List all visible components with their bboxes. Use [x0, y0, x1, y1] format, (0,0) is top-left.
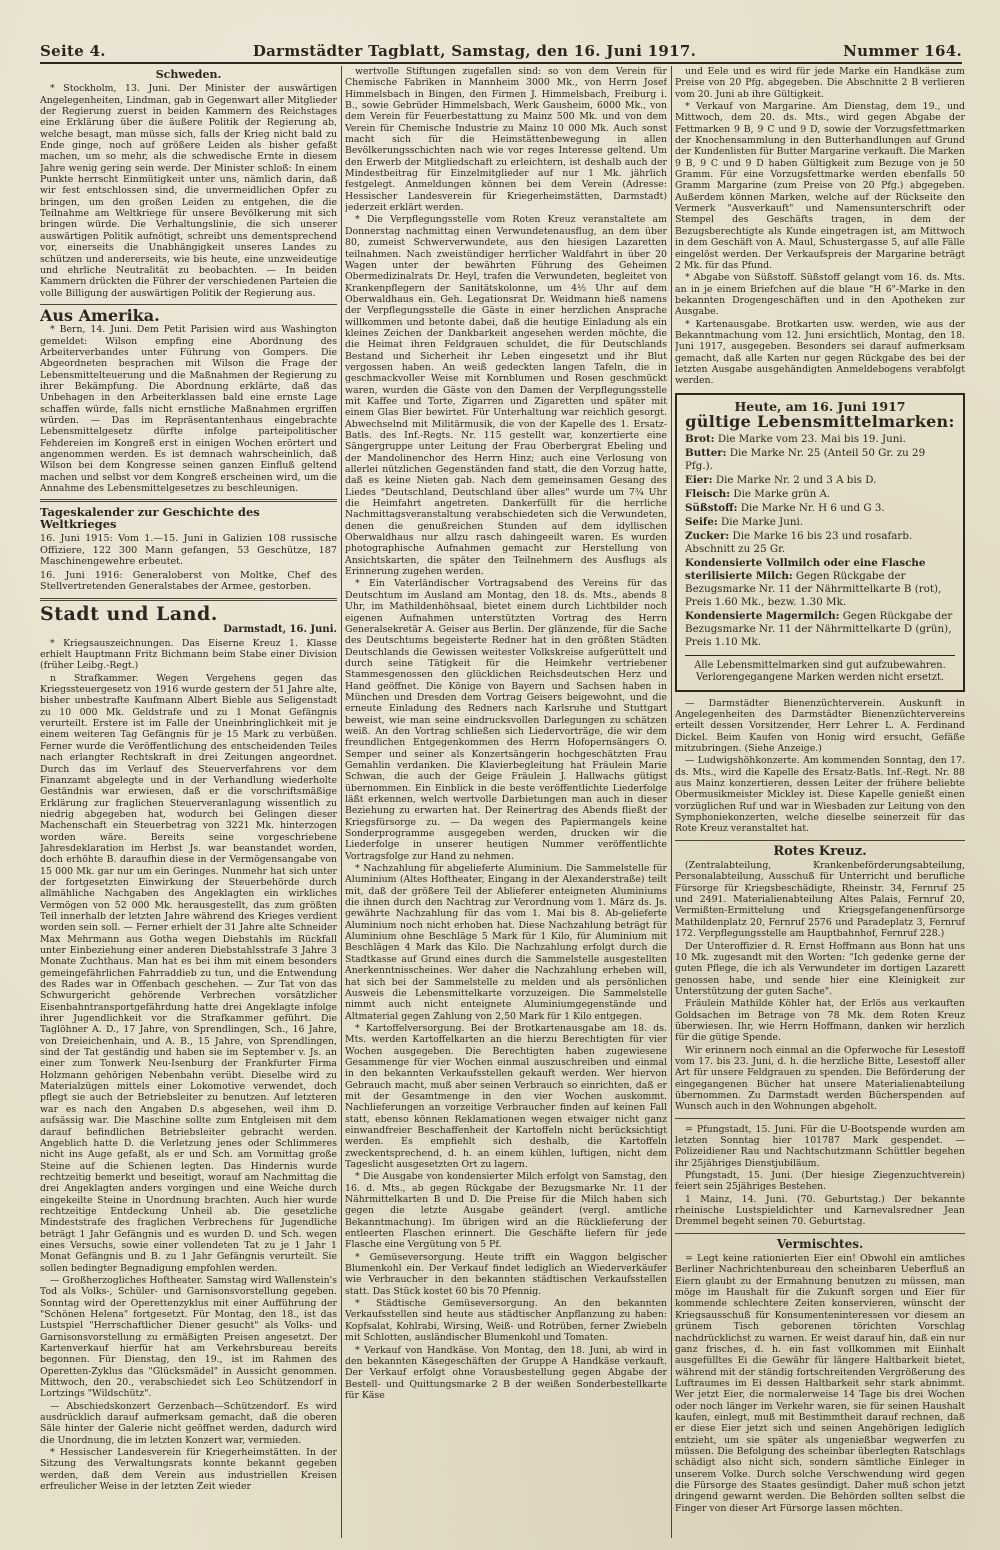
article-paragraph: n Strafkammer. Wegen Vergehens gegen das Kriegssteuergesetz von 1916 wurde gestern der 51 Jahre alte, bisher unbestrafte Kaufmann Albert Bieble aus Seligenstadt zu 10 000 Mk. Geldstrafe und zu 1 Monat Gefängnis verurteilt. Erstere ist im Falle der Uneinbringlichkeit mit je einem weiteren Tag Gefängnis für je 15 Mark zu verbüßen. Ferner wurde die Veröffentlichung des entscheidenden Teiles nach erlangter Rechtskraft in drei Zeitungen angeordnet. Durch das im Verlauf des Steuerverfahrens vor dem Finanzamt abgelegte und in der Verhandlung wiederholte Geständnis war erwiesen, daß er die vorschriftsmäßige Erklärung zur fraglichen Steuerveranlagung wissentlich zu niedrig abgegeben hat, wodurch bei Gelingen dieser Machenschaft ein Steuerbetrag von 3221 Mk. hinterzogen worden wäre. Bereits seine vorgeschriebene Jahresdeklaration im Herbst Js. war beanstandet worden, doch erhöhte B. daraufhin diese in der Vermögensangabe von 15 000 Mk. gar nur um ein Geringes. Nunmehr hat sich unter der fortgesetzten Einwirkung der Steuerbehörde durch allmähliche Nachgaben des Angeklagten ein wirkliches Vermögen von 52 000 Mk. herausgestellt, das zum größten Teil innerhalb der letzten Jahre während des Krieges verdient worden sein soll. — Ferner erhielt der 31 Jahre alte Schneider Max Mehrmann aus Gotha wegen Diebstahls im Rückfall unter Einbeziehung einer anderen Diebstahlsstrafe 3 Jahre 3 Monate Zuchthaus. Man hat es bei ihm mit einem besonders gemeingefährlichen Fahrraddieb zu tun, und die Entwendung des Rades war in Offenbach geschehen. — Zur Tat von das Schwurgericht gehörende Verbrechen vorsätzlicher Eisenbahntransportgefährdung hatte drei Angeklagte infolge ihrer Jugendlichkeit vor die Strafkammer geführt. Die Taglöhner A. D., 17 Jahre, von Sprendlingen, Sch., 16 Jahre, von Dreieichenhain, und A. B., 15 Jahre, von Sprendlingen, sind der Tat geständig und haben sie im September v. Js. an einer zum Tonwerk Neu-Isenburg der Frankfurter Firma Holzmann gehörigen Nebenbahn verübt. Dieselbe wird zu Materialzügen mittels einer Lokomotive verwendet, doch pflegt sie auch der Betriebsleiter zu benutzen. Auf letzteren war es nach den Angaben D.s abgesehen, weil ihm D. aufsässig war. Die Maschine sollte zum Entgleisen mit dem darauf befindlichen Betriebsleiter gebracht werden. Angeblich hatte D. die Verletzung jenes oder Schlimmeres nicht ins Auge gefaßt, als er und Sch. am Vormittag große Steine auf die Schienen legten. Das Hindernis wurde rechtzeitig bemerkt und beseitigt, worauf am Nachmittag die drei Angeklagten anders vorgingen und eine Weiche durch eingekeilte Steine in Unordnung brachten. Auch hier wurde rechtzeitige Entdeckung Unheil ab. Die gesetzliche Mindeststrafe des fraglichen Verbrechens für Jugendliche beträgt 1 Jahr Gefängnis und es wurden D. und Sch. wegen eines Versuchs, sowie einer vollendeten Tat zu je 1 Jahr 1 Monat Gefängnis und B. zu 1 Jahr Gefängnis verurteilt. Sie sollen bedingter Begnadigung empfohlen werden.	[40, 672, 337, 1274]
dateline: Darmstadt, 16. Juni.	[223, 624, 337, 636]
ration-text: Die Marke Nr. 2 und 3 A bis D.	[712, 473, 877, 486]
article-paragraph: * Kartenausgabe. Brotkarten usw. werden, wie aus der Bekanntmachung vom 12. Juni ersichtlich, Montag, den 18. Juni 1917, ausgegeben. Besonders sei darauf aufmerksam gemacht, daß alle Karten nur gegen Rückgabe des bei der letzten Ausgabe ausgehändigten Anmeldebogens verabfolgt werden.	[675, 318, 965, 387]
article-paragraph: * Ein Vaterländischer Vortragsabend des Vereins für das Deutschtum im Ausland am Montag, den 18. ds. Mts., abends 8 Uhr, im Mathildenhöhsaal, bietet einem durch Lichtbilder noch eigenen Aufnahmen unterstützten Vortrag des Herrn Generalsekretär A. Geiser aus Berlin. Der glänzende, für die Sache des Deutschtums begeisterte Redner hat in den größten Städten Deutschlands die Gewissen weitester Volkskreise aufgerüttelt und durch seine Tätigkeit für die Heimkehr vertriebener Stammesgenossen den glücklichen Reichsdeutschen Herz und Hand geöffnet. Die Könige von Bayern und Sachsen haben in München und Dresden dem Vortrag Geisers beigewohnt, und die erneute Einladung des Redners nach Karlsruhe und Stuttgart beweist, wie man seine eindrucksvollen Darlegungen zu schätzen weiß. An den Vortrag schließen sich Liedervorträge, die wir dem freundlichen Entgegenkommen des Herrn Hofopernsängers O. Semper und seiner als Konzertsängerin hochgeschätzten Frau Gemahlin verdanken. Die Klavierbegleitung hat Fräulein Marie Schwan, die auch der Geige Fräulein J. Hallwachs gütigst übernommen. Ein Einblick in die beste veröffentlichte Liederfolge läßt erkennen, welch wertvolle Darbietungen man auch in dieser Beziehung zu erwarten hat. Der Reinertrag des Abends fließt der Kriegsfürsorge zu. — Da wegen des Papiermangels keine Sonderprogramme ausgegeben werden, drucken wir die Liederfolge in unserer heutigen Nummer veröffentlichte Vortragsfolge zur Hand zu nehmen.	[345, 578, 667, 862]
article-paragraph: 1 Mainz, 14. Juni. (70. Geburtstag.) Der bekannte rheinische Lustspieldichter und Karnevalsredner Jean Dremmel begeht seinen 70. Geburtstag.	[675, 1193, 965, 1228]
divider	[40, 304, 337, 305]
divider	[675, 1118, 965, 1119]
article-paragraph: * Abgabe von Süßstoff. Süßstoff gelangt vom 16. ds. Mts. an in je einem Briefchen auf die blaue "H 6"-Marke in den bekannten Drogengeschäften und in den Apotheken zur Ausgabe.	[675, 272, 965, 318]
section-heading: Rotes Kreuz.	[773, 843, 867, 859]
article-paragraph: Wir erinnern noch einmal an die Opferwoche für Lesestoff vom 17. bis 23. Juni, d. h. die herzliche Bitte, Lesestoff aller Art für unsere Feldgrauen zu spenden. Die Beförderung der eingegangenen Bücher hat unsere Materialienabteilung übernommen. Zu Darmstadt werden Bücherspenden auf Wunsch auch in den Wohnungen abgeholt.	[675, 1044, 965, 1113]
ration-label: Seife:	[685, 515, 718, 528]
issue-number: Nummer 164.	[843, 42, 962, 60]
ration-row	[685, 488, 955, 501]
article-paragraph: * Hessischer Landesverein für Kriegerheimstätten. In der Sitzung des Verwaltungsrats konnte bekannt gegeben werden, daß dem Verein aus industriellen Kreisen erfreulicher Weise in der letzten Zeit wieder	[40, 1447, 337, 1493]
box-title-date: Heute, am 16. Juni 1917	[734, 398, 906, 414]
ration-row	[685, 516, 955, 529]
box-footer: Alle Lebensmittelmarken sind gut aufzubewahren. Verlorengegangene Marken werden nicht ersetzt.	[685, 655, 955, 684]
ration-label: Brot:	[685, 432, 715, 445]
article-paragraph: und Eele und es wird für jede Marke ein Handkäse zum Preise von 20 Pfg. abgegeben. Die Abschnitte 2 B verlieren vom 20. Juni ab ihre Gültigkeit.	[675, 66, 965, 100]
ration-text: Die Marke 16 bis 23 und rosafarb. Abschnitt zu 25 Gr.	[685, 529, 913, 555]
article-paragraph: * Verkauf von Handkäse. Von Montag, den 18. Juni, ab wird in den bekannten Käsegeschäften der Gruppe A Handkäse verkauft. Der Verkauf erfolgt ohne Vorausbestellung gegen Abgabe der Bestell- und Quittungsmarke 2 B der weißen Sonderbestellkarte für Käse	[345, 1344, 667, 1401]
article-paragraph: — Ludwigshöhkonzerte. Am kommenden Sonntag, den 17. ds. Mts., wird die Kapelle des Ersatz-Batls. Inf.-Regt. Nr. 88 aus Mainz konzertieren, dessen Leiter der frühere beliebte Obermusikmeister Mickley ist. Diese Kapelle genießt einen vorzüglichen Ruf und war in Wiesbaden zur Leitung von den Symphoniekonzerten, welche dieselbe seinerzeit für das Rote Kreuz veranstaltet hat.	[675, 755, 965, 835]
ration-text: Die Marke grün A.	[730, 487, 831, 500]
ration-row	[685, 474, 955, 487]
calendar-entry: 16. Juni 1915: Vom 1.—15. Juni in Galizien 108 russische Offiziere, 122 300 Mann gefangen, 53 Geschütze, 187 Maschinengewehre erbeutet.	[40, 533, 337, 568]
article-paragraph: * Bern, 14. Juni. Dem Petit Parisien wird aus Washington gemeldet: Wilson empfing eine Abordnung des Arbeiterverbandes unter Führung von Gompers. Die Abgeordneten besprachen mit Wilson die Frage der Lebensmittelteuerung und die Maßnahmen der Regierung zu ihrer Bekämpfung. Die Abordnung erklärte, daß das Unbehagen in den Arbeiterklassen bald eine ernste Lage schaffen würde, falls nicht ernstliche Maßnahmen ergriffen würden. — Das im Repräsentantenhaus eingebrachte Lebensmittelgesetz dürfte infolge parteipolitischer Fehdereien im Kongreß erst in einigen Wochen erörtert und angenommen werden. Es ist demnach wahrscheinlich, daß Wilson bei dem Kongresse seinen ganzen Einfluß geltend machen und selbst vor dem Kongreß erscheinen wird, um die Annahme des Lebensmittelgesetzes zu beschleunigen.	[40, 324, 337, 495]
ration-row	[685, 610, 955, 649]
divider	[40, 499, 337, 502]
article-paragraph: * Verkauf von Margarine. Am Dienstag, dem 19., und Mittwoch, dem 20. ds. Mts., wird gegen Abgabe der Fettmarken 9 B, 9 C und 9 D, sowie der Vorzugsfettmarken der Knochensammlung in den Butterhandlungen auf Grund der Kundenlisten für Butter Margarine verkauft. Die Marken 9 B, 9 C und 9 D haben Gültigkeit zum Bezuge von je 50 Gramm. Für eine Vorzugsfettmarke werden ebenfalls 50 Gramm Margarine (zum Preise von 20 Pfg.) abgegeben. Außerdem können Marken, welche auf der Rückseite den Vermerk "Ausverkauft" und Namensunterschrift oder Stempel des Geschäfts tragen, in dem der Bezugsberechtigte als Kunde eingetragen ist, am Mittwoch in dem Geschäft von A. Maul, Schustergasse 5, auf alle Fälle eingelöst werden. Der Verkaufspreis der Margarine beträgt 2 Mk. für das Pfund.	[675, 101, 965, 271]
ration-label: Kondensierte Vollmilch oder eine Flasche sterilisierte Milch:	[685, 556, 926, 582]
article-paragraph: Fräulein Mathilde Köhler hat, der Erlös aus verkauften Goldsachen im Betrage von 78 Mk. dem Roten Kreuz überwiesen. Ihr, wie Herrn Hoffmann, danken wir herzlich für die gütige Spende.	[675, 998, 965, 1044]
article-paragraph: = Pfungstadt, 15. Juni. Für die U-Bootspende wurden am letzten Sonntag hier 101787 Mark gespendet. — Polizeidiener Rau und Nachtschutzmann Schüttler begehen ihr 25jähriges Dienstjubiläum.	[675, 1123, 965, 1169]
article-paragraph: = Legt keine rationierten Eier ein! Obwohl ein amtliches Berliner Nachrichtenbureau den scheinbaren Ueberfluß an Eiern glaubt zu der Ermahnung benutzen zu müssen, man möge im Haushalt für die Zukunft sorgen und Eier für kommende schlechtere Zeiten konservieren, wünscht der Kriegsausschuß für Konsumenteninteressen vor diesem an grünem Tisch geborenen törichten Vorschlag nachdrücklichst zu warnen. Er weist darauf hin, daß ein nur ganz frisches, d. h. ein fast vollkommen mit Eiinhalt ausgefülltes Ei die Gewähr für längere Haltbarkeit bietet, während mit der ständig fortschreitenden Vergrößerung des Luftraumes im Ei dessen Haltbarkeit sehr stark abnimmt. Wer jetzt Eier, die normalerweise 14 Tage bis drei Wochen oder noch länger im Verkehr waren, sie für seinen Haushalt kaufen, einlegt, muß mit Bestimmtheit darauf rechnen, daß er diese Eier jetzt sich und seinen Angehörigen lediglich entzieht, um sie später als ungenießbar wegwerfen zu müssen. Die Befolgung des scheinbar überlegten Ratschlags schädigt also nicht sich, sondern sämtliche Einleger in unserem Volke. Durch solche Verschwendung wird gegen die Fürsorge des Staates gesündigt. Daher muß schon jetzt dringend gewarnt werden. Die Behörden sollten selbst die Finger von dieser Art Fürsorge lassen möchten.	[675, 1253, 965, 1514]
ration-text: Die Marke Juni.	[717, 515, 804, 528]
ration-text: Die Marke Nr. 25 (Anteil 50 Gr. zu 29 Pfg.).	[685, 446, 926, 472]
article-paragraph: * Kartoffelversorgung. Bei der Brotkartenausgabe am 18. ds. Mts. werden Kartoffelkarten an die hierzu Berechtigten für vier Wochen ausgegeben. Die Berechtigten haben zugewiesene Gesammenge für vier Wochen einmal auszuschreiben und einmal in den bekannten Verkaufsstellen gekauft werden. Wer hiervon Gebrauch macht, muß aber seinen Verbrauch so einrichten, daß er mit der Gesamtmenge in den vier Wochen auskommt. Nachlieferungen an vorzeitige Verbraucher finden auf keinen Fall statt, ebenso können Reklamationen wegen etwaiger nicht ganz einwandfreier Beschaffenheit der Kartoffeln nicht berücksichtigt werden. Es empfiehlt sich deshalb, die Kartoffeln zweckentsprechend, d. h. an einem kühlen, luftigen, nicht dem Tageslicht ausgesetzten Ort zu lagern.	[345, 1022, 667, 1170]
article-paragraph: * Nachzahlung für abgelieferte Aluminium. Die Sammelstelle für Aluminium (Altes Hoftheater, Eingang in der Alexanderstraße) teilt mit, daß der größere Teil der Ablieferer enteigneten Aluminiums die ihnen durch den Nachtrag zur Verordnung vom 1. März ds. Js. gewährte Nachzahlung für das vom 1. Mai bis 8. Ab-gelieferte Aluminium noch nicht erhoben hat. Diese Nachzahlung beträgt für Aluminium ohne Beschläge 5 Mark für 1 Kilo, für Aluminium mit Beschlägen 4 Mark das Kilo. Die Nachzahlung erfolgt durch die Stadtkasse auf Grund eines durch die Sammelstelle ausgestellten Anerkenntnisscheines. Wer daher die Nachzahlung erheben will, hat sich bei der Sammelstelle zu melden und als persönlichen Ausweis die Lebensmittelkarte vorzuzeigen. Die Sammelstelle nimmt auch nicht enteignete Aluminiumgegenstände und Altmaterial gegen Zahlung von 2,50 Mark für 1 Kilo entgegen.	[345, 863, 667, 1022]
section-heading: Vermischtes.	[776, 1236, 864, 1251]
divider	[40, 598, 337, 601]
section-heading: Aus Amerika.	[40, 305, 160, 325]
ration-row	[685, 502, 955, 515]
ration-row	[685, 530, 955, 556]
newspaper-title: Darmstädter Tagblatt, Samstag, den 16. Juni 1917.	[252, 42, 697, 60]
article-paragraph: wertvolle Stiftungen zugefallen sind: so von dem Verein für Chemische Fabriken in Mannheim 3000 Mk., von Herrn Josef Himmelsbach in Bingen, den Firmen J. Himmelsbach, Freiburg i. B., sowie Gebrüder Himmelsbach, Werk Gausheim, 6000 Mk., von dem Verein für Feuerbestattung zu Mainz 500 Mk. und von dem Verein für Chemische Industrie zu Mainz 10 000 Mk. Auch sonst macht sich für die Heimstättenbewegung in allen Bevölkerungsschichten nach wie vor reges Interesse geltend. Um den Erwerb der Mitgliedschaft zu erleichtern, ist deshalb auch der Mindestbeitrag für Einzelmitglieder auf nur 1 Mk. jährlich festgelegt. Anmeldungen können bei dem Verein (Adresse: Hessischer Landesverein für Kriegerheimstätten, Darmstadt) jederzeit erklärt werden.	[345, 66, 667, 214]
ration-list	[685, 433, 955, 649]
calendar-heading: Tageskalender zur Geschichte des Weltkrieges	[40, 505, 260, 531]
article-paragraph: — Abschiedskonzert Gerzenbach—Schützendorf. Es wird ausdrücklich darauf aufmerksam gemacht, daß die oberen Säle hinter der Galerie nicht geöffnet werden, dadurch wird die Unordnung, die im letzten Konzert war, vermieden.	[40, 1400, 337, 1446]
page-number: Seite 4.	[40, 42, 106, 60]
ration-text: Die Marke Nr. H 6 und G 3.	[737, 501, 885, 514]
column-divider	[341, 66, 342, 1538]
column-divider	[671, 66, 672, 1538]
article-paragraph: Der Unteroffizier d. R. Ernst Hoffmann aus Bonn hat uns 10 Mk. zugesandt mit den Worten: "Ich gedenke gerne der guten Pflege, die ich als Verwundeter im dortigen Lazarett genossen habe, und sende hier eine Kleinigkeit zur Unterstützung der guten Sache".	[675, 940, 965, 997]
ration-label: Butter:	[685, 446, 727, 459]
ration-row	[685, 447, 955, 473]
article-paragraph: — Darmstädter Bienenzüchterverein. Auskunft in Angelegenheiten des Darmstädter Bienenzüchtervereins erteilt dessen Vorsitzender, Herr Lehrer L. A. Ferdinand Dickel. Beim Kaufen von Honig wird ersucht, Gefäße mitzubringen. (Siehe Anzeige.)	[675, 697, 965, 754]
article-paragraph: (Zentralabteilung, Krankenbeförderungsabteilung, Personalabteilung, Ausschuß für Unterricht und berufliche Fürsorge für Kriegsbeschädigte, Rheinstr. 34, Fernruf 25 und 2491. Materialienabteilung Altes Palais, Fernruf 20, Vermißten-Ermittelung und Kriegsgefangenenfürsorge Mathildenplatz 20, Fernruf 2576 und Paradeplatz 3, Fernruf 172. Verpflegungsstelle am Hauptbahnhof, Fernruf 228.)	[675, 860, 965, 940]
masthead-rule	[40, 62, 962, 64]
box-title: gültige Lebensmittelmarken:	[685, 411, 955, 431]
ration-text: Gegen Rückgabe der Bezugsmarke Nr. 11 der Nährmittelkarte B (rot), Preis 1.60 Mk., bezw. 1.30 Mk.	[685, 569, 942, 608]
article-paragraph: * Stockholm, 13. Juni. Der Minister der auswärtigen Angelegenheiten, Lindman, gab in Gegenwart aller Mitglieder der Regierung zuerst in beiden Kammern des Reichstages eine Erklärung über die äußere Politik der Regierung ab, welche besagt, man müsse sich, falls der Krieg nicht bald zu Ende ginge, noch auf größere Leiden als bisher gefaßt machen, um so mehr, als die schwedische Ernte in diesem Jahre wenig gering sein werde. Der Minister schloß: In einem Punkte herrscht Einmütigkeit unter uns, nämlich darin, daß wir fest entschlossen sind, die unvermeidlichen Opfer zu bringen, um den großen Leiden zu entgehen, die die Teilnahme am Weltkriege für unsere Bevölkerung mit sich bringen würde. Die Verhaltungslinie, die sich unserer auswärtigen Politik aufnötigt, schreibt uns dementsprechend vor, einerseits die Unabhängigkeit unseres Landes zu schützen und andererseits, wie bis heute, eine unzweideutige und ehrliche Neutralität zu beobachten. — In beiden Kammern drückten die Führer der verschiedenen Parteien die volle Billigung der auswärtigen Politik der Regierung aus.	[40, 83, 337, 299]
article-paragraph: * Städtische Gemüseversorgung. An den bekannten Verkaufsstellen sind heute aus städtischer Anpflanzung zu haben: Kopfsalat, Kohlrabi, Wirsing, Weiß- und Rotrüben, ferner Zwiebeln mit Schlotten, ausländischer Blumenkohl und Tomaten.	[345, 1298, 667, 1344]
ration-label: Süßstoff:	[685, 501, 738, 514]
column-2	[345, 66, 667, 1540]
ration-text: Gegen Rückgabe der Bezugsmarke Nr. 11 der Nährmittelkarte D (grün), Preis 1.10 Mk.	[685, 609, 953, 648]
column-1	[40, 66, 337, 1540]
column-3	[675, 66, 965, 1540]
ration-label: Zucker:	[685, 529, 730, 542]
ration-row	[685, 433, 955, 446]
ration-stamps-box	[675, 393, 965, 692]
divider	[675, 1233, 965, 1234]
article-paragraph: Pfungstadt, 15. Juni. (Der hiesige Ziegenzuchtverein) feiert sein 25jähriges Bestehen.	[675, 1170, 965, 1193]
article-paragraph: * Gemüseversorgung. Heute trifft ein Waggon belgischer Blumenkohl ein. Der Verkauf findet lediglich an Wiederverkäufer wie Verbraucher in den bekannten städtischen Verkaufsstellen statt. Das Stück kostet 60 bis 70 Pfennig.	[345, 1251, 667, 1297]
section-heading: Schweden.	[155, 68, 222, 81]
ration-row	[685, 557, 955, 609]
article-paragraph: * Die Ausgabe von kondensierter Milch erfolgt von Samstag, den 16. d. Mts., ab gegen Rückgabe der Bezugsmarke Nr. 11 der Nährmittelkarten B und D. Die Preise für die Milch haben sich gegen die letzte Ausgabe geändert (vergl. amtliche Bekanntmachung). Im übrigen wird an die Rücklieferung der entleerten Flaschen erinnert. Die Geschäfte liefern für jede Flasche eine Vergütung von 5 Pf.	[345, 1171, 667, 1251]
ration-label: Eier:	[685, 473, 713, 486]
ration-label: Fleisch:	[685, 487, 731, 500]
article-paragraph: — Großherzogliches Hoftheater. Samstag wird Wallenstein's Tod als Volks-, Schüler- und Garnisonsvorstellung gegeben. Sonntag wird der Operettenzyklus mit einer Aufführung der "Schönen Helena" fortgesetzt. Für Montag, den 18., ist das Lustspiel "Herrschaftlicher Diener gesucht" als Volks- und Garnisonsvorstellung zu ermäßigten Preisen angesetzt. Der Kartenverkauf hierfür hat am Verkehrsbureau bereits begonnen. Für Dienstag, den 19., ist im Rahmen des Operetten-Zyklus das "Glücksmädel" in Aussicht genommen. Mittwoch, den 20., verabschiedet sich Leo Schützendorf in Lortzings "Wildschütz".	[40, 1274, 337, 1400]
calendar-entry: 16. Juni 1916: Generaloberst von Moltke, Chef des Stellvertretenden Generalstabes der Armee, gestorben.	[40, 569, 337, 593]
masthead	[40, 38, 962, 60]
ration-text: Die Marke vom 23. Mai bis 19. Juni.	[714, 432, 906, 445]
article-paragraph: * Kriegsauszeichnungen. Das Eiserne Kreuz 1. Klasse erhielt Hauptmann Fritz Bichmann beim Stabe einer Division (früher Leibg.-Regt.)	[40, 637, 337, 672]
article-paragraph: * Die Verpflegungsstelle vom Roten Kreuz veranstaltete am Donnerstag nachmittag einen Verwundetenausflug, an dem über 80, zumeist Schwerverwundete, aus den hiesigen Lazaretten teilnahmen. Nach zweistündiger herrlicher Waldfahrt in über 20 Wagen unter der bewährten Führung des Geheimen Obermedizinalrats Dr. Heyl, trafen die Verwundeten, begleitet von Krankenpflegern der Sanitätskolonne, um 4½ Uhr auf dem Oberwaldhaus ein. Geh. Legationsrat Dr. Weidmann hieß namens der Verpflegungsstelle die Gäste in einer herzlichen Ansprache willkommen und betonte dabei, daß die heutige Einladung als ein kleines Zeichen der Dankbarkeit angesehen werden möchte, die die Heimat ihren Feldgrauen schuldet, die für Deutschlands Bestand und Sicherheit ihr Leben eingesetzt und ihr Blut vergossen haben. An weiß gedeckten langen Tafeln, die in geschmackvoller Weise mit Kornblumen und Rosen geschmückt waren, wurden die Gäste von den Damen der Verpflegungsstelle mit Kaffee und Torte, Zigarren und Zigaretten und später mit einem Glas Bier bewirtet. Für Unterhaltung war reichlich gesorgt. Abwechselnd mit Militärmusik, die von der Kapelle des 1. Ersatz-Batls. des Inf.-Regts. Nr. 115 gestellt war, konzertierte eine Sängergruppe unter Leitung der Frau Oberbergrat Ebeling und der Mandolinenchor des Herrn Hinz; auch eine Verlosung von allerlei nützlichen Gegenständen fand statt, die den Vorzug hatte, daß es keine Nieten gab. Nach dem gemeinsamen Gesang des Liedes "Deutschland, Deutschland über alles" wurde um 7¾ Uhr die Heimfahrt angetreten. Dankerfüllt für die herrliche Nachmittagsveranstaltung verabschiedeten sich die Verwundeten, denen die genußreichen Stunden auf dem idyllischen Oberwaldhaus nur allzu rasch dahingeeilt waren. Es wurden photographische Aufnahmen gemacht zur Herstellung von Ansichtskarten, die später den Teilnehmern des Ausflugs als Erinnerung zugehen werden.	[345, 214, 667, 578]
section-heading: Stadt und Land.	[40, 603, 218, 626]
ration-label: Kondensierte Magermilch:	[685, 609, 840, 622]
divider	[675, 840, 965, 841]
